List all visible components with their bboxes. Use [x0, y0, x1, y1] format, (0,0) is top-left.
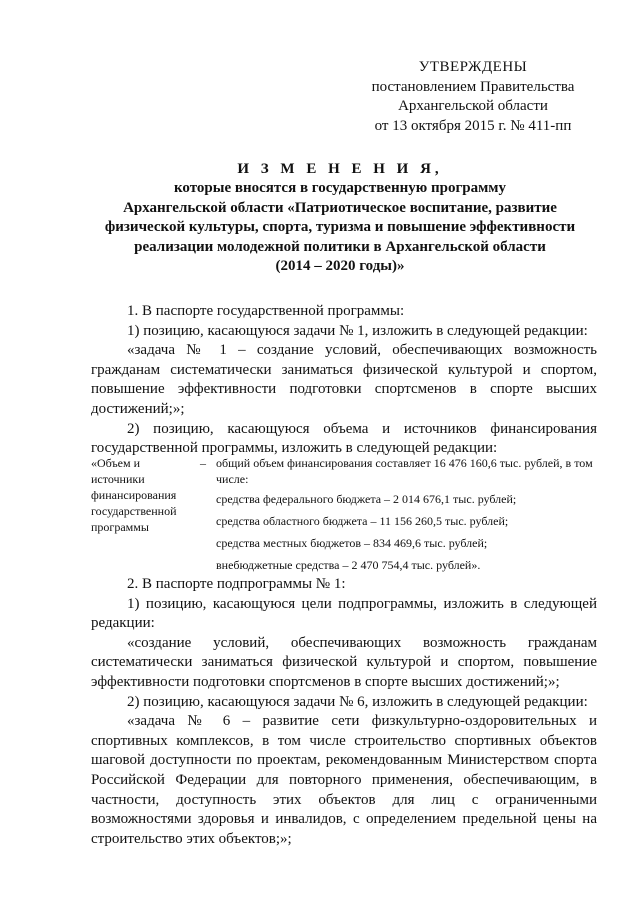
- financing-item: общий объем финансирования составляет 16 476 160,6 тыс. рублей, в том числе:: [216, 456, 593, 486]
- approval-line-2: Архангельской области: [398, 98, 548, 114]
- section-2-item-1: 1) позицию, касающуюся цели подпрограммы, изложить в следующей редакции:: [91, 595, 597, 632]
- title-heading: И З М Е Н Е Н И Я,: [237, 161, 443, 177]
- section-1-item-2: 2) позицию, касающуюся объема и источников финансирования государственной программы, изложить в следующей редакции:: [91, 420, 597, 457]
- financing-item: внебюджетные средства – 2 470 754,4 тыс. рублей».: [216, 558, 481, 572]
- financing-item: средства федерального бюджета – 2 014 676,1 тыс. рублей;: [216, 492, 517, 506]
- document-title: [80, 160, 600, 276]
- financing-dash: –: [200, 456, 206, 470]
- section-2-quote-2: «задача № 6 – развитие сети физкультурно-оздоровительных и спортивных комплексов, в том числе строительство спортивных объектов шаговой доступности по проектам, рекомендованным Министерством спорта Российской Федерации для повторного применения, обеспечивающим, в частности, доступность этих объектов для лиц с ограниченными возможностями здоровья и инвалидов, с определением предельной цены на строительство этих объектов;»;: [91, 713, 597, 847]
- section-1-item-1: 1) позицию, касающуюся задачи № 1, изложить в следующей редакции:: [127, 322, 588, 339]
- approval-line-3: от 13 октября 2015 г. № 411-пп: [374, 117, 572, 134]
- section-2: [91, 575, 597, 849]
- section-1: [91, 302, 597, 459]
- title-line-4: реализации молодежной политики в Архангельской области: [134, 238, 546, 255]
- title-line-5: (2014 – 2020 годы)»: [275, 258, 405, 275]
- section-1-quote-1: «задача № 1 – создание условий, обеспечивающих возможность гражданам систематически заниматься физической культурой и спортом, повышение эффективности подготовки спортсменов в спорте высших достижений;»;: [91, 342, 597, 417]
- approval-line-1: постановлением Правительства: [371, 78, 575, 95]
- approval-title: УТВЕРЖДЕНЫ: [418, 59, 528, 75]
- title-line-2: Архангельской области «Патриотическое воспитание, развитие: [123, 199, 557, 216]
- section-2-item-2: 2) позицию, касающуюся задачи № 6, изложить в следующей редакции:: [127, 693, 588, 710]
- section-2-heading: 2. В паспорте подпрограммы № 1:: [127, 576, 346, 592]
- title-line-3: физической культуры, спорта, туризма и повышение эффективности: [104, 219, 576, 236]
- financing-item: средства областного бюджета – 11 156 260,5 тыс. рублей;: [216, 514, 509, 528]
- financing-label: «Объем и источники финансирования государственной программы: [91, 456, 177, 534]
- financing-items: [216, 455, 606, 573]
- financing-item: средства местных бюджетов – 834 469,6 тыс. рублей;: [216, 536, 488, 550]
- title-line-1: которые вносятся в государственную программу: [173, 180, 507, 197]
- approval-block: [360, 58, 586, 136]
- section-1-heading: 1. В паспорте государственной программы:: [127, 303, 405, 319]
- section-2-quote-1: «создание условий, обеспечивающих возможность гражданам систематически заниматься физической культурой и спортом, повышение эффективности подготовки спортсменов в спорте высших достижений;»;: [91, 634, 597, 690]
